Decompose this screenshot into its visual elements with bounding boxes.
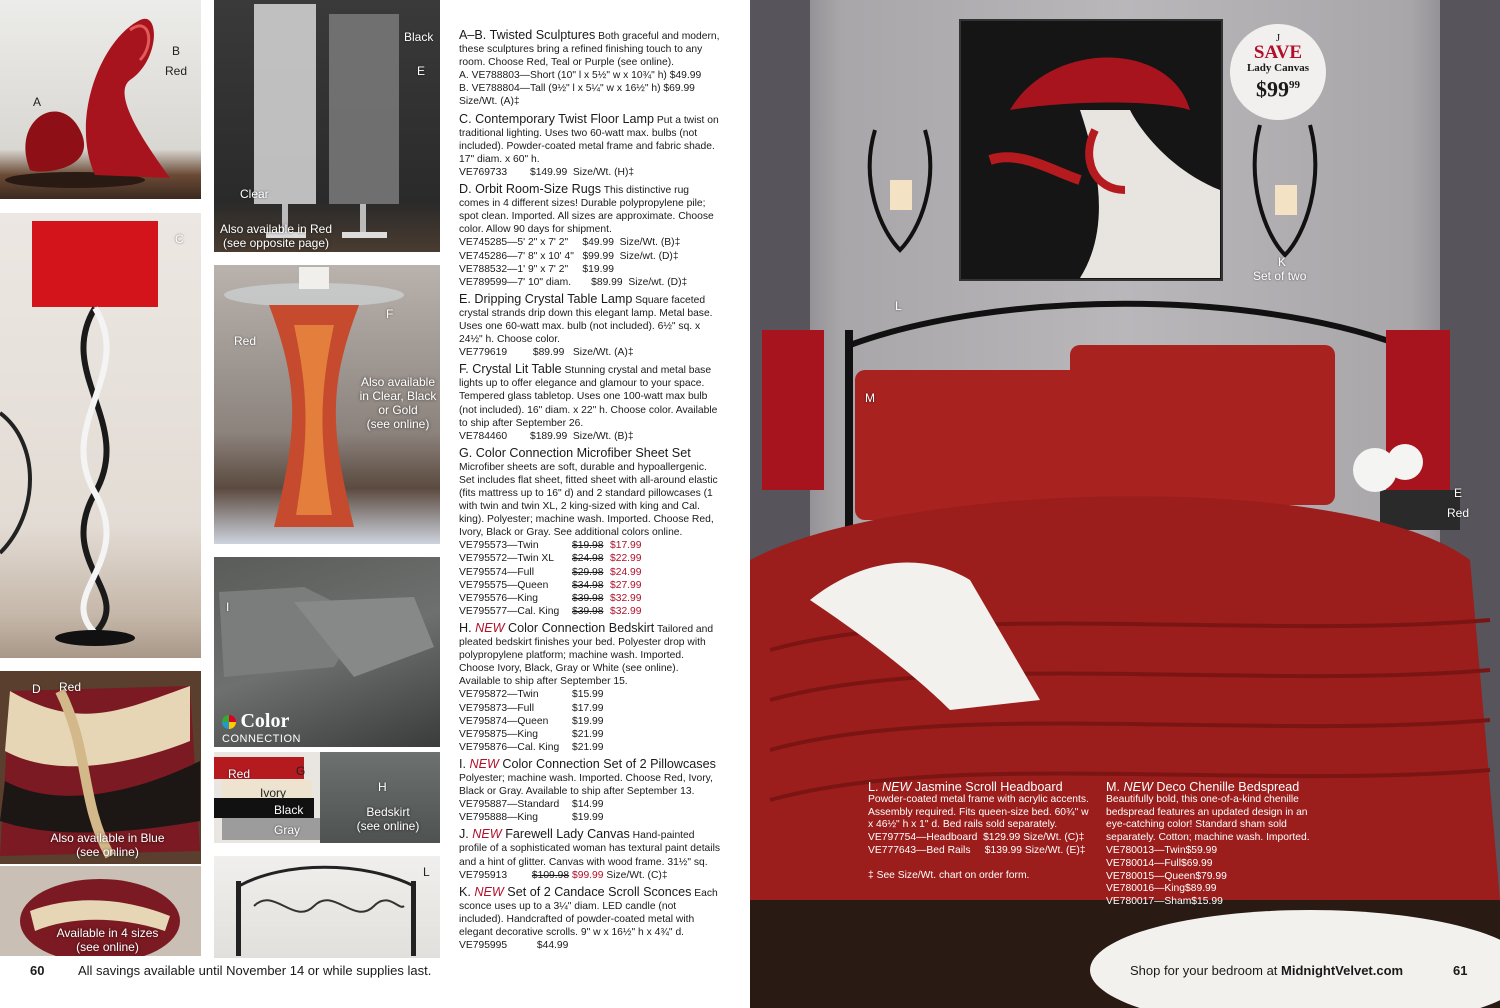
price-table (459, 798, 721, 824)
label-black: Black (404, 30, 434, 44)
item-title: F. Crystal Lit Table (459, 362, 562, 377)
sku-code: VE795872—Twin (459, 689, 539, 701)
price-row (459, 552, 721, 565)
price-row (1106, 896, 1330, 909)
item-g (459, 446, 721, 618)
item-c (459, 112, 721, 179)
headboard-thumb-photo (214, 856, 440, 958)
save-item: Lady Canvas (1246, 62, 1310, 74)
footer-prefix: Shop for your bedroom at (1130, 963, 1282, 978)
new-badge: NEW (1123, 780, 1153, 794)
sku-line: VE745285—5' 2" x 7' 2" $49.99 Size/Wt. (B)‡ (459, 237, 681, 249)
sheets-photo (214, 557, 440, 747)
label-b: B (172, 44, 181, 58)
was-price: $34.98 (572, 579, 604, 591)
new-badge: NEW (882, 780, 912, 794)
sale-price: $27.99 (610, 579, 642, 591)
sku-code: VE795874—Queen (459, 715, 549, 727)
price: $19.99 (572, 715, 604, 727)
label-m: M (865, 391, 875, 405)
item-desc: Each sconce uses up to a 3¼" diam. LED candle (not included). Handcrafted of powder-coated metal with elegant decorative scrolls. 9" w x 16½" h x 4¾" d. (459, 887, 718, 938)
size-wt: Size/Wt. (C)‡ (606, 869, 668, 881)
crystal-lamp-photo (214, 0, 440, 252)
label-e-red: Red (1447, 506, 1470, 520)
item-j (459, 827, 721, 881)
sale-price: $32.99 (610, 592, 642, 604)
label-j: J (1275, 32, 1281, 44)
item-desc: Tailored and pleated bedskirt finishes your bed. Polyester drop with polypropylene platform; machine wash. Imported. Choose Ivory, Black, Gray or White (see online). Available to ship after September 15. (459, 623, 714, 688)
price-row (459, 579, 721, 592)
label-c: C (175, 232, 184, 246)
item-letter: H. (459, 620, 472, 635)
price-row (459, 715, 721, 728)
sculpture-illustration (0, 0, 201, 199)
sku-code: VE795875—King (459, 728, 539, 740)
sku-line: Size/Wt. (A)‡ (459, 96, 520, 108)
caption-line-1: Also available in Red (219, 222, 333, 236)
sku-line (459, 869, 721, 882)
price-table (459, 688, 721, 753)
price: $19.99 (572, 812, 604, 824)
was-price: $109.98 (531, 869, 570, 881)
sale-price: $24.99 (610, 566, 642, 578)
sku-code: VE780013—Twin (1106, 844, 1186, 856)
was-price: $19.98 (572, 540, 604, 552)
item-desc: Microfiber sheets are soft, durable and hypoallergenic. Set includes flat sheet, fitted sheet with all-around elastic (fits mattress up to 16" d) and 2 standard pillowcases (1 with twin and twin XL, 2 king-sized with king and Cal. king). Polyester; machine wash. Imported. Choose Red, Ivory, Black or Gray. See additional colors online. (459, 461, 718, 539)
was-price: $29.98 (572, 566, 604, 578)
price-row (459, 728, 721, 741)
sale-price: $32.99 (610, 605, 642, 617)
price: $89.99 (1185, 883, 1217, 895)
item-desc: Put a twist on traditional lighting. Uses two 60-watt max. bulbs (not included). Powder-coated metal frame and fabric shade. 17" diam. x 60" h. (459, 114, 719, 165)
sku-line: VE789599—7' 10" diam. $89.99 Size/wt. (D)‡ (459, 276, 688, 288)
item-title: Farewell Lady Canvas (505, 827, 630, 842)
new-badge: NEW (472, 827, 502, 842)
was-price: $39.98 (572, 592, 604, 604)
item-desc: Stunning crystal and metal base lights up to offer elegance and glamour to your space. Tempered glass tabletop. Uses one 100-watt max bulb (not included). 16" diam. x 22" h. Choose color. Available to ship after September 26. (459, 365, 718, 429)
price: $21.99 (572, 741, 604, 753)
sku-code: VE795873—Full (459, 702, 534, 714)
item-i (459, 757, 721, 824)
was-price: $24.98 (572, 553, 604, 565)
sku-code: VE795913 (459, 869, 508, 881)
sku-line: VE784460 $189.99 Size/Wt. (B)‡ (459, 430, 634, 442)
item-f (459, 362, 721, 443)
label-k: K (1278, 255, 1287, 269)
label-f: F (386, 307, 394, 321)
label-red: Red (59, 680, 82, 694)
price: $69.99 (1180, 857, 1213, 869)
price-row (459, 798, 721, 811)
caption-line-2: in Clear, Black (359, 389, 437, 403)
color-red: Red (228, 767, 251, 781)
sku-code: VE795876—Cal. King (459, 741, 560, 753)
item-desc: Both graceful and modern, these sculptures bring a refined finishing touch to any room. Choose Red, Teal or Purple (see online). (459, 31, 720, 69)
caption-line-1: Available in 4 sizes (56, 926, 159, 940)
item-title: C. Contemporary Twist Floor Lamp (459, 111, 655, 126)
item-desc: Square faceted crystal strands drip down this elegant lamp. Metal base. Uses one 60-watt max. bulb (not included). 6½" sq. x 24½" h. Choose color. (459, 294, 713, 346)
lit-table-photo (214, 265, 440, 544)
price-table (1106, 845, 1330, 909)
item-d (459, 182, 721, 289)
was-price: $39.98 (572, 605, 604, 617)
sale-price: $22.99 (610, 553, 642, 565)
price: $15.99 (1191, 896, 1223, 908)
item-e (459, 292, 721, 359)
price-row (1106, 845, 1330, 858)
item-desc: Beautifully bold, this one-of-a-kind chenille bedspread features an updated design in an eye-catching color! Standard sham sold separately. Cotton; machine wash. Imported. (1106, 793, 1310, 844)
label-a: A (33, 95, 42, 109)
logo-name: Color (240, 710, 290, 732)
price-row (1106, 858, 1330, 871)
item-a-b (459, 28, 721, 109)
label-red: Red (234, 334, 257, 348)
label-d: D (32, 682, 41, 696)
item-letter: L. (868, 780, 879, 794)
sku-code: VE795574—Full (459, 566, 534, 578)
price-row (459, 539, 721, 552)
sku-line: VE797754—Headboard $129.99 Size/Wt. (C)‡ (868, 832, 1085, 844)
price: $14.99 (572, 799, 604, 811)
item-title: Deco Chenille Bedspread (1156, 780, 1300, 794)
item-desc: Hand-painted profile of a sophisticated woman has textural paint details and a hint of glitter. Canvas with wood frame. 31½" sq. (459, 830, 721, 868)
label-h: H (378, 780, 387, 794)
item-desc: This distinctive rug comes in 4 different sizes! Durable polypropylene pile; spot clean. Imported. All sizes are approximate. Choose color. Allow 90 days for shipment. (459, 185, 714, 236)
sku-code: VE795577—Cal. King (459, 605, 560, 617)
item-k (459, 885, 721, 952)
sku-line: VE745286—7' 8" x 10' 4" $99.99 Size/wt. (D)‡ (459, 250, 679, 262)
label-l: L (423, 865, 430, 879)
price: $44.99 (536, 940, 569, 952)
sku-code: VE780015—Queen (1106, 870, 1196, 882)
label-clear: Clear (240, 187, 269, 201)
item-desc: Powder-coated metal frame with acrylic accents. Assembly required. Fits queen-size bed. 60¾" w x 46½" h x 1" d. Bed rails sold separately. (868, 793, 1089, 831)
item-h (459, 621, 721, 754)
sku-code: VE795572—Twin XL (459, 553, 555, 565)
new-badge: NEW (475, 620, 505, 635)
item-title: Color Connection Set of 2 Pillowcases (502, 756, 716, 771)
item-title: G. Color Connection Microfiber Sheet Set (459, 445, 691, 460)
price-row (459, 811, 721, 824)
label-e: E (417, 64, 426, 78)
save-badge (1230, 24, 1326, 120)
sku-code: VE780016—King (1106, 883, 1186, 895)
sku-line: VE777643—Bed Rails $139.99 Size/Wt. (E)‡ (868, 844, 1086, 856)
color-ivory: Ivory (260, 786, 287, 800)
item-l (868, 781, 1096, 883)
item-title: E. Dripping Crystal Table Lamp (459, 291, 633, 306)
set-of-two: Set of two (1253, 269, 1307, 283)
headboard-illustration (214, 856, 440, 958)
price: $79.99 (1195, 870, 1227, 882)
item-title: Jasmine Scroll Headboard (914, 780, 1063, 794)
color-gray: Gray (274, 823, 301, 837)
footer-site-link[interactable]: MidnightVelvet.com (1281, 963, 1404, 978)
price-row (459, 592, 721, 605)
price: $59.99 (1185, 844, 1218, 856)
item-letter: M. (1106, 780, 1120, 794)
sku-line (459, 939, 721, 952)
color-connection-logo (222, 710, 301, 745)
price-row (1106, 883, 1330, 896)
price-row (459, 688, 721, 701)
price-row (459, 741, 721, 754)
sku-line: VE769733 $149.99 Size/Wt. (H)‡ (459, 166, 635, 178)
floor-lamp-illustration (0, 213, 201, 658)
round-rug-photo (0, 866, 201, 956)
item-title: Color Connection Bedskirt (507, 620, 655, 635)
price-row (1106, 871, 1330, 884)
caption-line-2: (see online) (76, 940, 139, 954)
price: $21.99 (572, 728, 604, 740)
sale-price: $17.99 (610, 540, 642, 552)
save-cents: 99 (1289, 79, 1300, 91)
sku-line: VE788532—1' 9" x 7' 2" $19.99 (459, 263, 614, 275)
sku-line: B. VE788804—Tall (9½" l x 5¼" w x 16½" h) $69.99 (459, 83, 695, 95)
price: $15.99 (572, 689, 604, 701)
item-title: Set of 2 Candace Scroll Sconces (507, 884, 692, 899)
item-letter: K. (459, 884, 471, 899)
sku-code: VE795573—Twin (459, 540, 539, 552)
item-letter: I. (459, 756, 466, 771)
floor-lamp-photo (0, 213, 201, 658)
sku-line: A. VE788803—Short (10" l x 5½" w x 10¾" h) $49.99 (459, 70, 702, 82)
caption-line-1: Also available in Blue (50, 831, 165, 845)
sku-code: VE795576—King (459, 592, 539, 604)
item-title: D. Orbit Room-Size Rugs (459, 182, 602, 197)
item-m (1106, 781, 1330, 909)
sku-code: VE795888—King (459, 812, 539, 824)
right-page-number: 61 (1453, 963, 1468, 978)
label-red: Red (165, 64, 188, 78)
price-row (459, 605, 721, 618)
caption-line-2: (see online) (76, 845, 139, 859)
color-black: Black (274, 803, 304, 817)
caption-line-2: (see opposite page) (222, 236, 330, 250)
save-price: $99 (1256, 76, 1289, 102)
sku-line: VE779619 $89.99 Size/Wt. (A)‡ (459, 347, 634, 359)
price-row (459, 702, 721, 715)
logo-icon (222, 715, 236, 729)
price-row (459, 566, 721, 579)
label-l: L (895, 299, 902, 313)
item-desc: Polyester; machine wash. Imported. Choose Red, Ivory, Black or Gray. Available to ship after September 13. (459, 772, 713, 798)
caption-line-4: (see online) (366, 417, 430, 431)
caption-line-3: or Gold (378, 403, 418, 417)
new-badge: NEW (469, 756, 499, 771)
sku-code: VE795887—Standard (459, 799, 560, 811)
item-letter: J. (459, 827, 469, 842)
bedskirt-photo (320, 752, 440, 843)
bedroom-photo (750, 0, 1500, 1008)
label-g: G (296, 764, 306, 778)
new-badge: NEW (474, 884, 504, 899)
left-footer-note: All savings available until November 14 or while supplies last. (78, 963, 432, 978)
rug-photo (0, 671, 201, 864)
right-footer (1130, 963, 1403, 978)
logo-sub: CONNECTION (222, 733, 301, 745)
sku-code: VE780017—Sham (1106, 896, 1192, 908)
sculptures-photo (0, 0, 201, 199)
item-title: A–B. Twisted Sculptures (459, 28, 596, 42)
label-e: E (1454, 486, 1463, 500)
sale-price: $99.99 (571, 869, 604, 881)
sku-code: VE795995 (459, 940, 508, 952)
caption-line-1: Also available (360, 375, 436, 389)
size-chart-note: ‡ See Size/Wt. chart on order form. (868, 869, 1030, 881)
sku-code: VE780014—Full (1106, 857, 1181, 869)
label-i: I (226, 600, 230, 614)
pillowcases-photo (214, 752, 320, 843)
left-page-number: 60 (30, 963, 45, 978)
caption-line-2: (see online) (356, 819, 420, 833)
sku-code: VE795575—Queen (459, 579, 549, 591)
price: $17.99 (572, 702, 604, 714)
save-word: SAVE (1253, 42, 1303, 63)
price-table (459, 539, 721, 618)
caption-line-1: Bedskirt (366, 805, 410, 819)
product-description-column (459, 28, 721, 955)
